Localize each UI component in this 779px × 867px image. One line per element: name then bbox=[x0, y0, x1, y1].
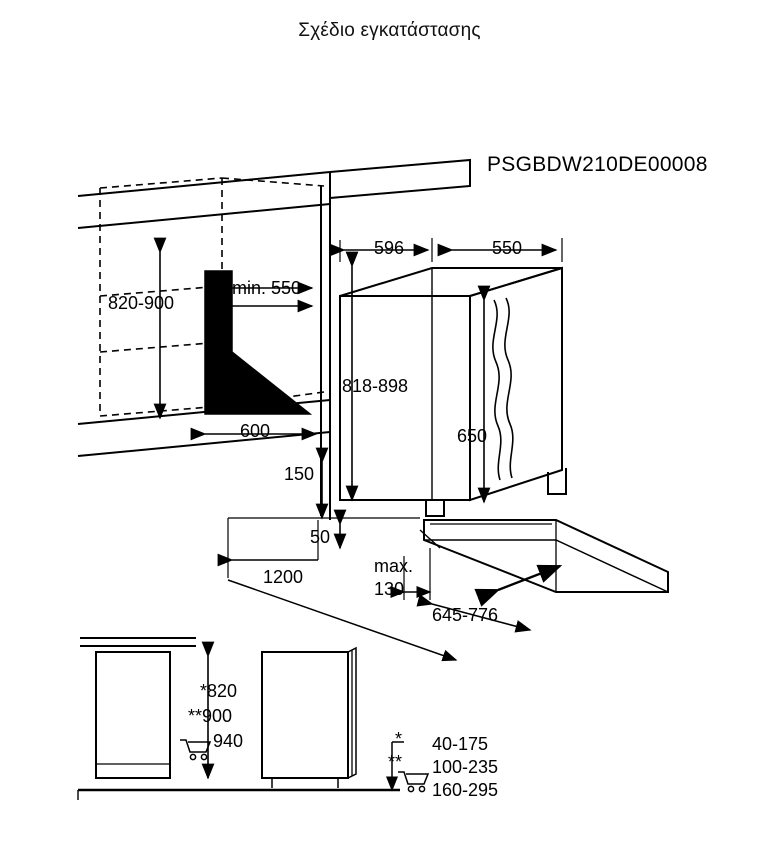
dim-bottom-cart-940: 940 bbox=[213, 731, 244, 751]
legend-doublestar-value: 100-235 bbox=[432, 757, 499, 777]
dim-plinth-height: 150 bbox=[284, 464, 315, 484]
legend-doublestar-symbol: ** bbox=[388, 752, 403, 772]
dim-min-depth: min. 550 bbox=[232, 278, 302, 298]
dim-max-value: 130 bbox=[374, 579, 405, 599]
dim-bottom-star-820: *820 bbox=[200, 681, 238, 701]
dim-bottom-doublestar-900: **900 bbox=[188, 706, 233, 726]
dim-appliance-height-range: 818-898 bbox=[342, 376, 409, 396]
legend-star-symbol: * bbox=[395, 729, 403, 749]
legend-cart-value: 160-295 bbox=[432, 780, 499, 800]
dim-door-panel-width-range: 645-776 bbox=[432, 605, 499, 625]
dim-niche-depth: 600 bbox=[240, 421, 271, 441]
dim-door-opening-space: 1200 bbox=[263, 567, 304, 587]
legend-star-value: 40-175 bbox=[432, 734, 489, 754]
model-code-label: PSGBDW210DE00008 bbox=[487, 153, 708, 176]
dim-max-label: max. bbox=[374, 556, 414, 576]
page-title: Σχέδιο εγκατάστασης bbox=[298, 20, 481, 41]
dim-width-550: 550 bbox=[492, 238, 523, 258]
dim-door-panel-height: 650 bbox=[457, 426, 488, 446]
dim-adjust-50: 50 bbox=[310, 527, 331, 547]
dim-width-596: 596 bbox=[374, 238, 405, 258]
dim-niche-height-range: 820-900 bbox=[108, 293, 175, 313]
